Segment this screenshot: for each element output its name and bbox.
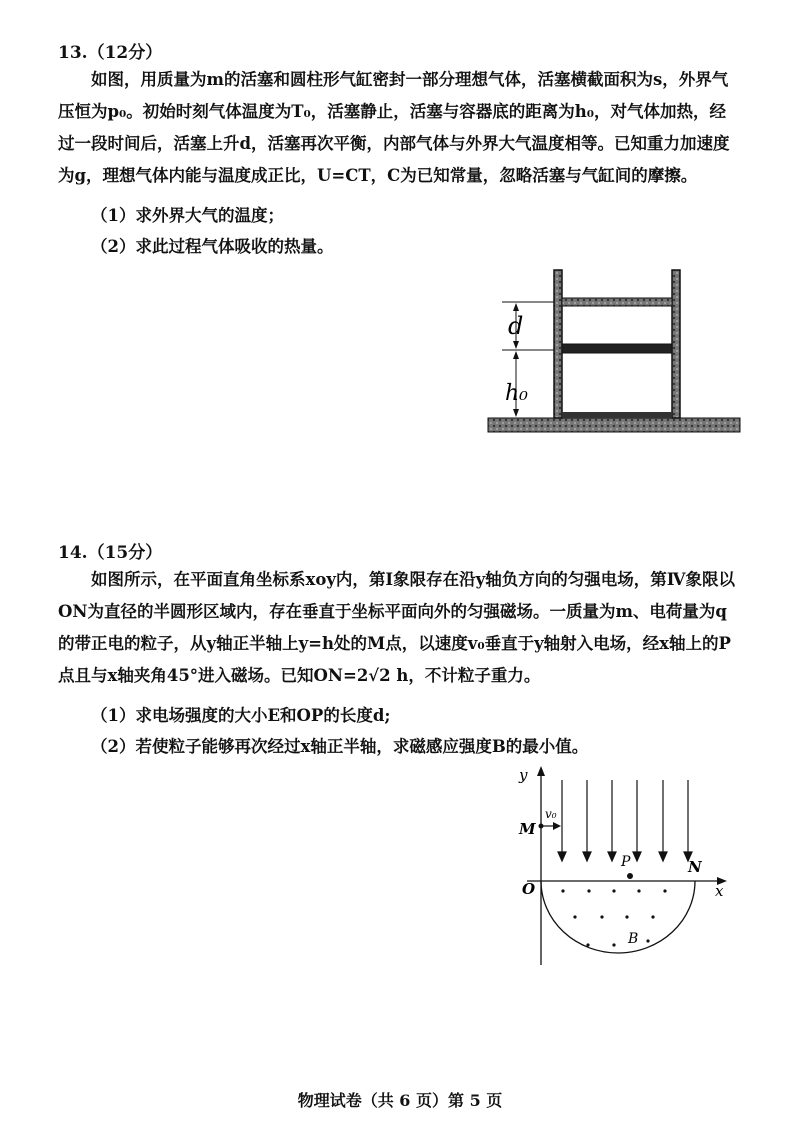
- label-o: O: [522, 880, 536, 898]
- piston-initial-position: [562, 344, 672, 353]
- question-14-stem: 如图所示，在平面直角坐标系xoy内，第Ⅰ象限存在沿y轴负方向的匀强电场，第Ⅳ象限以ON为直径的半圆形区域内，存在垂直于坐标平面向外的匀强磁场。一质量为m、电荷量为q的带正电的粒子，从y轴正半轴上y=h处的M点，以速度v₀垂直于y轴射入电场，经x轴上的P点且与x轴夹角45°进入磁场。已知ON=2√2 h，不计粒子重力。: [58, 570, 735, 685]
- question-13-part-2: （2）求此过程气体吸收的热量。: [91, 237, 334, 256]
- magnetic-field-dots: [561, 889, 666, 946]
- question-14-part-1: （1）求电场强度的大小E和OP的长度d;: [91, 706, 391, 725]
- cylinder-left-wall: [554, 270, 562, 418]
- label-v0: v₀: [545, 807, 557, 821]
- label-d: d: [508, 312, 524, 340]
- electric-field-arrows: [558, 780, 692, 861]
- label-n: N: [688, 858, 702, 876]
- piston-final-position: [562, 298, 672, 306]
- question-14-number: 14.（15分）: [58, 543, 163, 563]
- cylinder-piston-figure: [480, 262, 750, 442]
- label-p: P: [621, 854, 631, 870]
- question-14-part-2: （2）若使粒子能够再次经过x轴正半轴，求磁感应强度B的最小值。: [91, 737, 589, 756]
- label-h0: h₀: [505, 381, 528, 406]
- ground-slab: [488, 418, 740, 432]
- cylinder-bottom: [562, 412, 672, 418]
- question-13-part-1: （1）求外界大气的温度；: [91, 206, 284, 225]
- cylinder-right-wall: [672, 270, 680, 418]
- label-y: y: [519, 766, 528, 784]
- question-13-number: 13.（12分）: [58, 43, 163, 63]
- page-footer: 物理试卷（共 6 页）第 5 页: [297, 1091, 503, 1110]
- field-region-figure: [505, 760, 745, 975]
- question-13-stem: 如图，用质量为m的活塞和圆柱形气缸密封一部分理想气体，活塞横截面积为s，外界气压恒为p₀。初始时刻气体温度为T₀，活塞静止，活塞与容器底的距离为h₀，对气体加热，经过一段时间后，活塞上升d，活塞再次平衡，内部气体与外界大气温度相等。已知重力加速度为g，理想气体内能与温度成正比，U=CT，C为已知常量，忽略活塞与气缸间的摩擦。: [58, 70, 730, 185]
- label-m: M: [519, 820, 536, 838]
- label-x: x: [715, 882, 724, 900]
- point-p: [627, 873, 633, 879]
- label-b: B: [628, 931, 639, 947]
